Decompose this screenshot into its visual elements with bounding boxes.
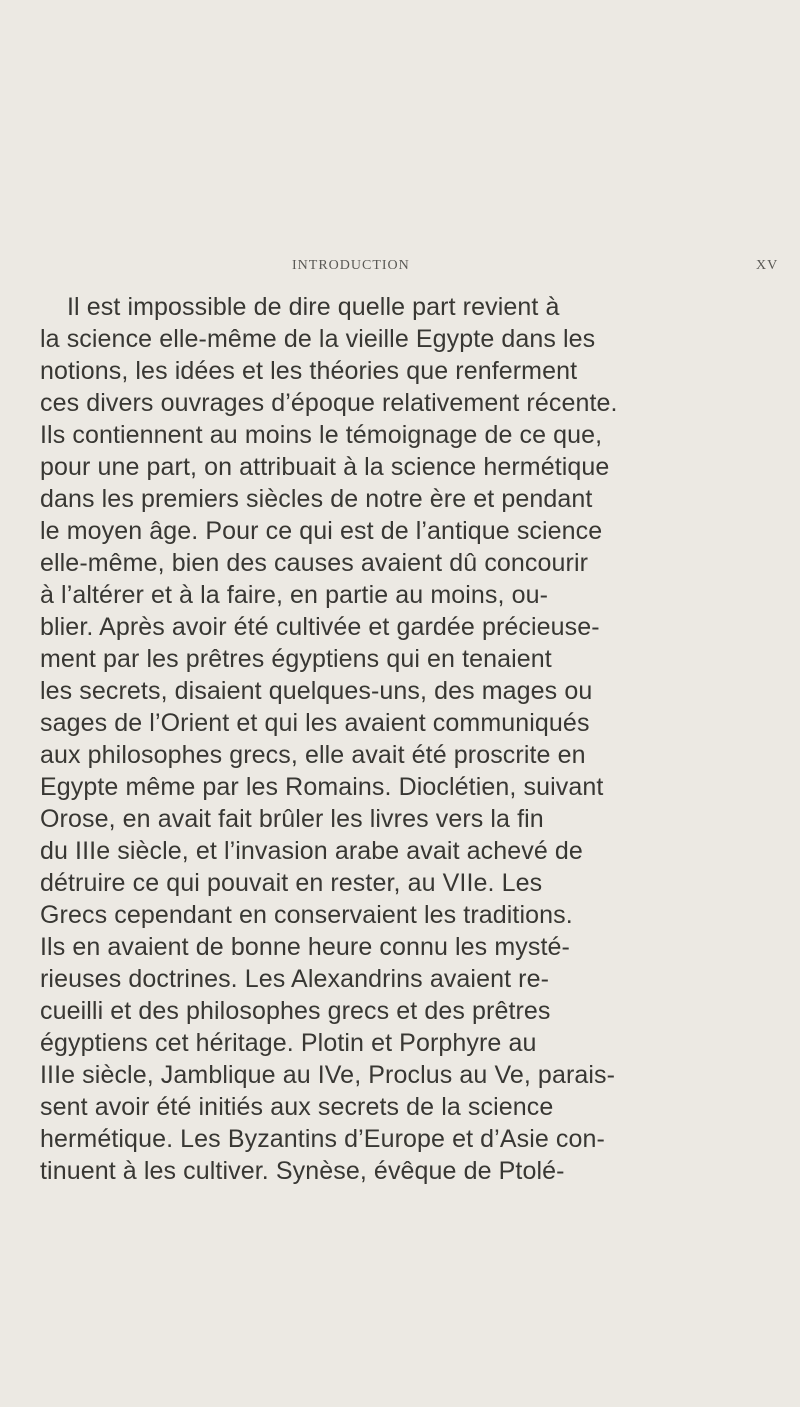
text-line: rieuses doctrines. Les Alexandrins avaient re- [40, 965, 550, 993]
text-line: cueilli et des philosophes grecs et des prêtres [40, 997, 551, 1025]
page-number: XV [756, 258, 779, 273]
text-line: pour une part, on attribuait à la science hermétique [40, 453, 610, 481]
text-line: détruire ce qui pouvait en rester, au VIIe. Les [40, 869, 543, 897]
text-line: le moyen âge. Pour ce qui est de l’antique science [40, 517, 603, 545]
text-line: elle-même, bien des causes avaient dû concourir [40, 549, 589, 577]
text-line: Egypte même par les Romains. Dioclétien, suivant [40, 773, 604, 801]
text-line: ment par les prêtres égyptiens qui en tenaient [40, 645, 552, 673]
text-line: IIIe siècle, Jamblique au IVe, Proclus au Ve, parais- [40, 1061, 616, 1089]
text-line: du IIIe siècle, et l’invasion arabe avait achevé de [40, 837, 583, 865]
text-line: hermétique. Les Byzantins d’Europe et d’Asie con- [40, 1125, 605, 1153]
text-line: Ils contiennent au moins le témoignage de ce que, [40, 421, 603, 449]
text-line: Grecs cependant en conservaient les traditions. [40, 901, 573, 929]
text-line: sages de l’Orient et qui les avaient communiqués [40, 709, 590, 737]
text-line: dans les premiers siècles de notre ère et pendant [40, 485, 593, 513]
text-line: notions, les idées et les théories que renferment [40, 357, 578, 385]
running-title: INTRODUCTION [292, 258, 410, 273]
text-line: tinuent à les cultiver. Synèse, évêque de Ptolé- [40, 1157, 565, 1185]
text-line: Ils en avaient de bonne heure connu les mysté- [40, 933, 570, 961]
text-line: la science elle-même de la vieille Egypte dans les [40, 325, 596, 353]
text-line: Orose, en avait fait brûler les livres vers la fin [40, 805, 544, 833]
text-line: blier. Après avoir été cultivée et gardée précieuse- [40, 613, 600, 641]
text-line: Il est impossible de dire quelle part revient à [67, 293, 560, 321]
text-line: les secrets, disaient quelques-uns, des mages ou [40, 677, 593, 705]
text-line: à l’altérer et à la faire, en partie au moins, ou- [40, 581, 549, 609]
text-line: aux philosophes grecs, elle avait été proscrite en [40, 741, 586, 769]
text-line: sent avoir été initiés aux secrets de la science [40, 1093, 554, 1121]
text-line: ces divers ouvrages d’époque relativement récente. [40, 389, 618, 417]
running-head [0, 258, 800, 282]
text-line: égyptiens cet héritage. Plotin et Porphyre au [40, 1029, 537, 1057]
